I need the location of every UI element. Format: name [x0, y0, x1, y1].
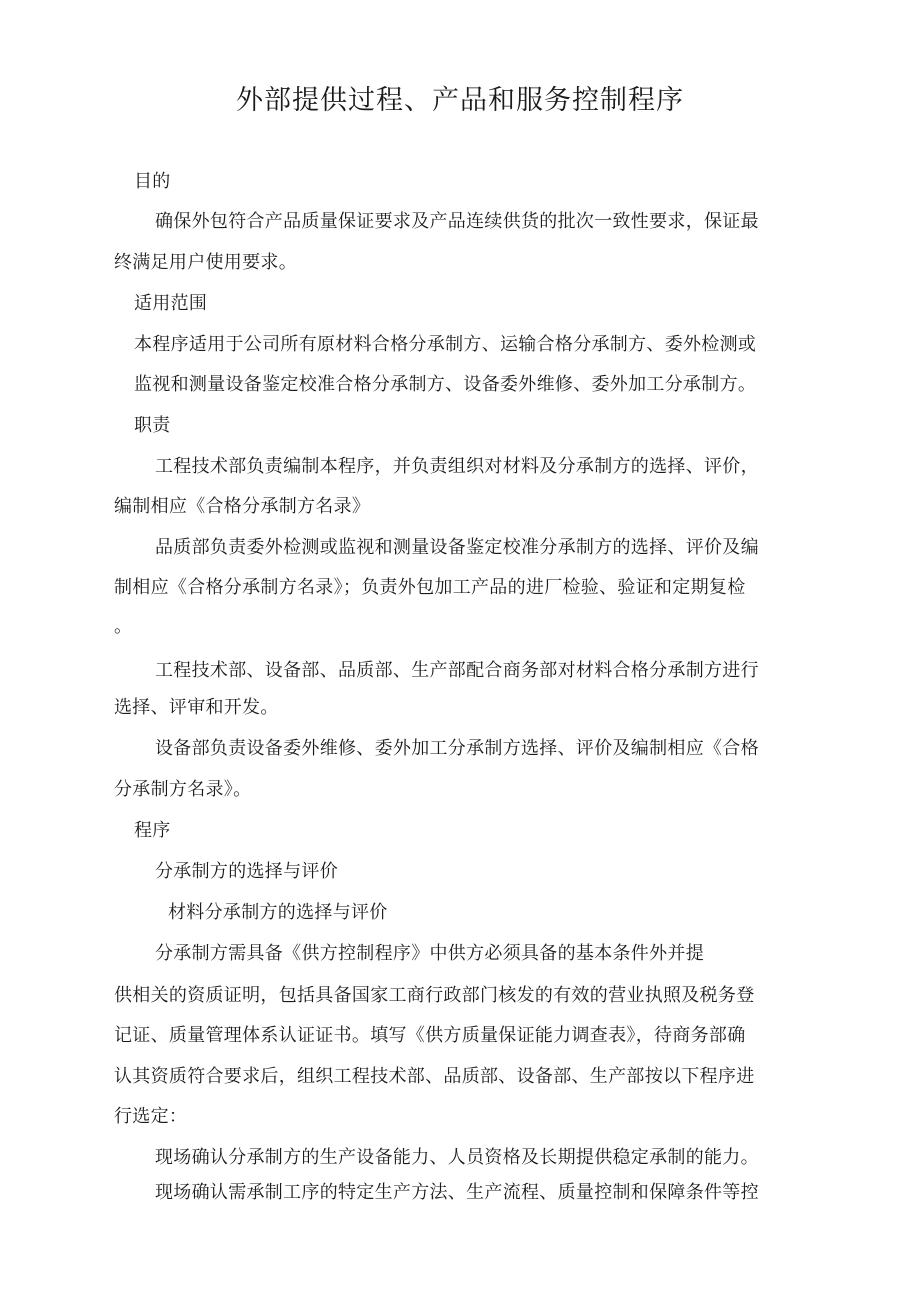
- heading-scope: 适用范围: [134, 293, 208, 314]
- paragraph-line: 供相关的资质证明，包括具备国家工商行政部门核发的有效的营业执照及税务登: [114, 985, 755, 1006]
- paragraph-line: 本程序适用于公司所有原材料合格分承制方、运输合格分承制方、委外检测或: [134, 334, 757, 355]
- heading-purpose: 目的: [134, 171, 171, 192]
- paragraph-line: 品质部负责委外检测或监视和测量设备鉴定校准分承制方的选择、评价及编: [155, 537, 759, 558]
- paragraph-line: 确保外包符合产品质量保证要求及产品连续供货的批次一致性要求，保证最: [155, 211, 759, 232]
- document-title: 外部提供过程、产品和服务控制程序: [236, 85, 684, 116]
- heading-responsibilities: 职责: [134, 415, 171, 436]
- paragraph-line: 选择、评审和开发。: [114, 697, 279, 718]
- paragraph-line: 认其资质符合要求后，组织工程技术部、品质部、设备部、生产部按以下程序进: [114, 1066, 755, 1087]
- paragraph-line: 。: [114, 616, 133, 637]
- paragraph-line: 终满足用户使用要求。: [114, 252, 297, 273]
- subheading: 材料分承制方的选择与评价: [168, 902, 388, 923]
- paragraph-line: 行选定：: [114, 1106, 188, 1127]
- paragraph-line: 现场确认分承制方的生产设备能力、人员资格及长期提供稳定承制的能力。: [155, 1147, 759, 1168]
- paragraph-line: 分承制方名录》。: [114, 779, 252, 800]
- paragraph-line: 工程技术部负责编制本程序，并负责组织对材料及分承制方的选择、评价，: [155, 456, 759, 477]
- paragraph-line: 制相应《合格分承制方名录》；负责外包加工产品的进厂检验、验证和定期复检: [114, 577, 746, 598]
- subheading: 分承制方的选择与评价: [155, 861, 338, 882]
- paragraph-line: 记证、质量管理体系认证证书。填写《供方质量保证能力调查表》，待商务部确: [114, 1025, 746, 1046]
- paragraph-line: 编制相应《合格分承制方名录》: [114, 496, 371, 517]
- paragraph-line: 设备部负责设备委外维修、委外加工分承制方选择、评价及编制相应《合格: [155, 738, 759, 759]
- paragraph-line: 监视和测量设备鉴定校准合格分承制方、设备委外维修、委外加工分承制方。: [134, 374, 757, 395]
- heading-procedure: 程序: [134, 820, 171, 841]
- paragraph-line: 现场确认需承制工序的特定生产方法、生产流程、质量控制和保障条件等控: [155, 1182, 759, 1203]
- paragraph-line: 分承制方需具备《供方控制程序》中供方必须具备的基本条件外并提: [155, 943, 704, 964]
- paragraph-line: 工程技术部、设备部、品质部、生产部配合商务部对材料合格分承制方进行: [155, 660, 759, 681]
